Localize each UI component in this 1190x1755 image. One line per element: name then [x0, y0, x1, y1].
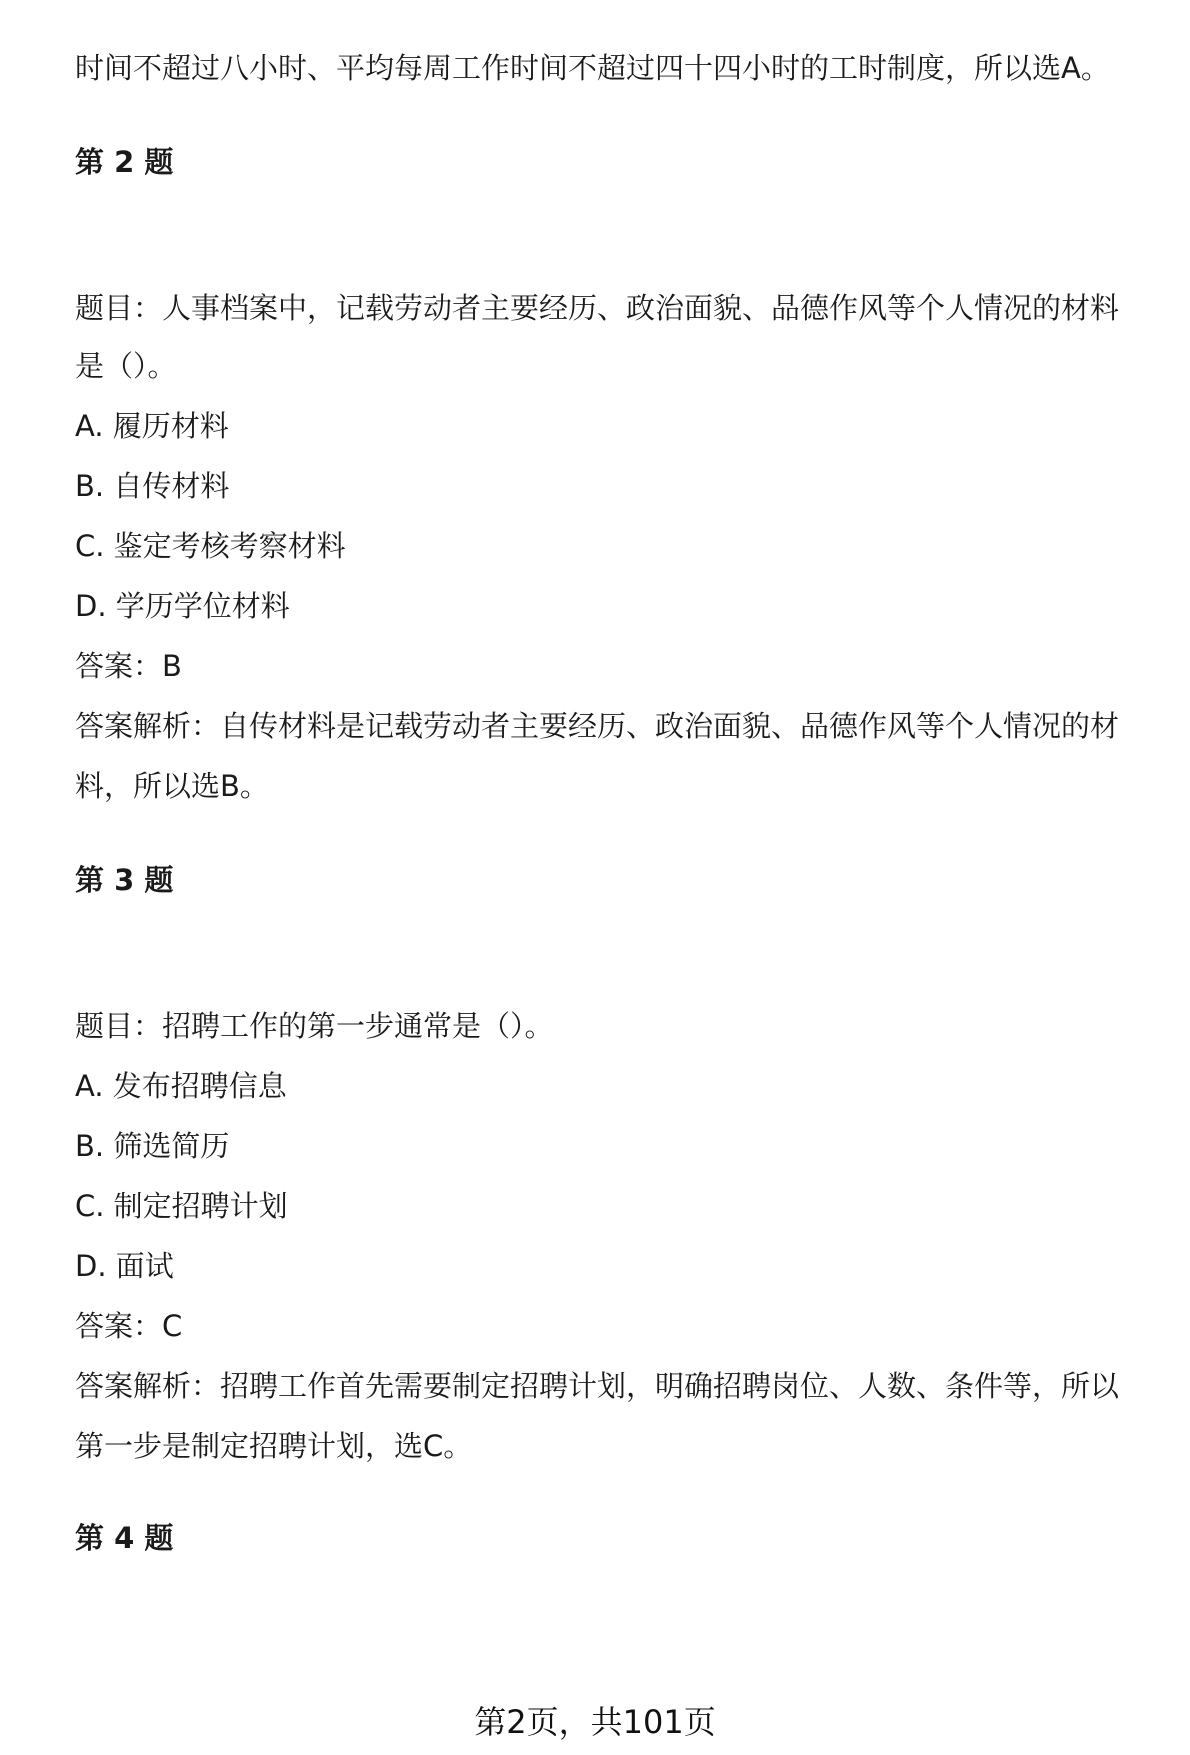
question-2-option-b: B. 自传材料: [75, 469, 230, 503]
question-3-option-a: A. 发布招聘信息: [75, 1069, 287, 1103]
question-2-option-c: C. 鉴定考核考察材料: [75, 529, 346, 563]
question-3-heading: 第 3 题: [75, 863, 174, 897]
question-2-option-a: A. 履历材料: [75, 409, 229, 443]
question-3-answer: 答案：C: [75, 1309, 183, 1343]
question-2-answer: 答案：B: [75, 649, 182, 683]
question-2-stem: 是（）。: [75, 349, 177, 383]
previous-analysis-continuation: 时间不超过八小时、平均每周工作时间不超过四十四小时的工时制度，所以选A。: [75, 51, 1110, 85]
question-2-heading: 第 2 题: [75, 145, 174, 179]
question-3-option-b: B. 筛选简历: [75, 1129, 230, 1163]
question-4-heading: 第 4 题: [75, 1521, 174, 1555]
question-3-option-d: D. 面试: [75, 1249, 174, 1283]
question-2-analysis: 料，所以选B。: [75, 769, 269, 803]
page-number-footer: 第2页，共101页: [474, 1703, 716, 1741]
question-2-option-d: D. 学历学位材料: [75, 589, 290, 623]
question-3-analysis: 第一步是制定招聘计划，选C。: [75, 1429, 473, 1463]
question-3-stem: 题目：招聘工作的第一步通常是（）。: [75, 1009, 554, 1043]
question-3-analysis: 答案解析：招聘工作首先需要制定招聘计划，明确招聘岗位、人数、条件等，所以: [75, 1369, 1120, 1403]
question-2-stem: 题目：人事档案中，记载劳动者主要经历、政治面貌、品德作风等个人情况的材料: [75, 291, 1120, 325]
question-2-analysis: 答案解析：自传材料是记载劳动者主要经历、政治面貌、品德作风等个人情况的材: [75, 709, 1120, 743]
question-3-option-c: C. 制定招聘计划: [75, 1189, 288, 1223]
